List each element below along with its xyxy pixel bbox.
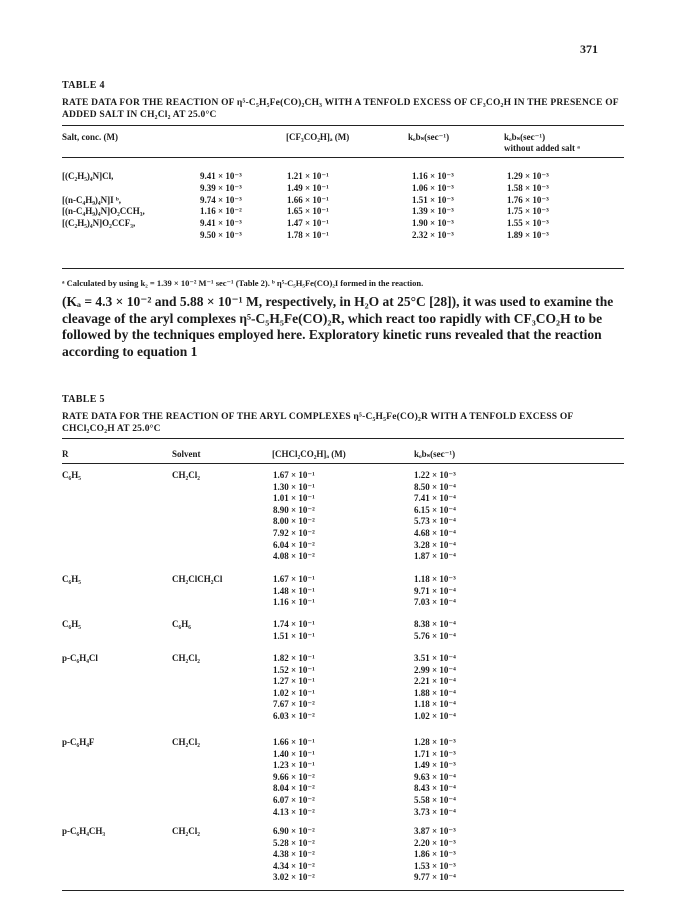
- table-cell: 3.87 × 10⁻³: [414, 826, 456, 836]
- table-cell: 1.67 × 10⁻¹: [273, 470, 315, 480]
- table5-solvent-cell: C₆H₆: [172, 619, 191, 629]
- table-cell: 7.92 × 10⁻²: [273, 527, 315, 538]
- table-cell: [(C₂H₅)₄N]O₂CCF₃,: [62, 218, 136, 229]
- table-cell: 1.02 × 10⁻¹: [273, 687, 315, 698]
- table-cell: 1.30 × 10⁻¹: [273, 481, 315, 492]
- table-cell: 6.07 × 10⁻²: [273, 794, 315, 805]
- table-cell: 3.28 × 10⁻⁴: [414, 539, 456, 550]
- table-cell: 6.90 × 10⁻²: [273, 826, 315, 836]
- table-cell: 1.27 × 10⁻¹: [273, 676, 315, 687]
- table-cell: 4.38 × 10⁻²: [273, 849, 315, 860]
- table-cell: 8.50 × 10⁻⁴: [414, 481, 456, 492]
- table-cell: 1.52 × 10⁻¹: [273, 664, 315, 675]
- page-number: 371: [580, 42, 598, 56]
- table-cell: 9.74 × 10⁻³: [200, 194, 242, 205]
- table-cell: 3.02 × 10⁻²: [273, 872, 315, 883]
- table4-header-kobs: kₒbₛ(sec⁻¹): [408, 132, 450, 142]
- table5-r-cell: C₆H₅: [62, 574, 81, 584]
- table-cell: 8.90 × 10⁻²: [273, 504, 315, 515]
- table5-solvent-cell: CH₂Cl₂: [172, 737, 200, 747]
- table5-kobs-column: [414, 737, 456, 818]
- table-cell: 1.71 × 10⁻³: [414, 748, 456, 759]
- table-cell: 1.16 × 10⁻³: [412, 171, 454, 181]
- table4-salt-column: [62, 171, 145, 242]
- table5-solvent-cell: CH₂Cl₂: [172, 470, 200, 480]
- table-cell: 7.41 × 10⁻⁴: [414, 493, 456, 504]
- table4-rule-top: [62, 125, 624, 126]
- table5-kobs-column: [414, 619, 456, 642]
- table-cell: 8.38 × 10⁻⁴: [414, 619, 456, 629]
- table5-r-cell: C₆H₅: [62, 470, 81, 480]
- table-cell: 1.82 × 10⁻¹: [273, 653, 315, 663]
- table5-caption: RATE DATA FOR THE REACTION OF THE ARYL COMPLEXES η⁵-C₅H₅Fe(CO)₂R WITH A TENFOLD EXCESS OF CHCl₂CO₂H AT 25.0°C: [62, 412, 574, 434]
- table5-rule-bottom: [62, 890, 624, 891]
- table-cell: 1.51 × 10⁻³: [412, 194, 454, 205]
- table4-kobs-no-salt-column: [507, 171, 549, 242]
- table-cell: 9.50 × 10⁻³: [200, 229, 242, 240]
- table5-acid-column: [273, 470, 315, 563]
- table-cell: 1.22 × 10⁻³: [414, 470, 456, 480]
- table-cell: 1.88 × 10⁻⁴: [414, 687, 456, 698]
- table-cell: 4.13 × 10⁻²: [273, 806, 315, 817]
- table-cell: 9.66 × 10⁻²: [273, 771, 315, 782]
- table5-header-solvent: Solvent: [172, 449, 201, 459]
- table5-header-kobs: kₒbₛ(sec⁻¹): [414, 449, 456, 459]
- table-cell: [(C₂H₅)₄N]Cl,: [62, 171, 114, 181]
- table5-solvent-cell: CH₂Cl₂: [172, 826, 200, 836]
- table4-acid-column: [287, 171, 329, 242]
- table5-kobs-column: [414, 470, 456, 563]
- table-cell: 4.34 × 10⁻²: [273, 860, 315, 871]
- table-cell: 6.15 × 10⁻⁴: [414, 504, 456, 515]
- table-cell: 2.20 × 10⁻³: [414, 837, 456, 848]
- table4-kobs-column: [412, 171, 454, 242]
- table5-r-cell: p-C₆H₄Cl: [62, 653, 98, 663]
- table-cell: 3.73 × 10⁻⁴: [414, 806, 456, 817]
- table-cell: 1.29 × 10⁻³: [507, 171, 549, 181]
- table-cell: 1.86 × 10⁻³: [414, 849, 456, 860]
- table5-acid-column: [273, 653, 315, 723]
- table-cell: 4.08 × 10⁻²: [273, 551, 315, 562]
- table-cell: 1.65 × 10⁻¹: [287, 206, 329, 217]
- table-cell: [62, 183, 145, 195]
- table5-solvent-cell: CH₂ClCH₂Cl: [172, 574, 223, 584]
- table4-caption: RATE DATA FOR THE REACTION OF η⁵-C₅H₅Fe(CO)₂CH₃ WITH A TENFOLD EXCESS OF CF₃CO₂H IN THE PRESENCE OF ADDED SALT IN CH₂Cl₂ AT 25.0°C: [62, 98, 619, 120]
- table-cell: 1.55 × 10⁻³: [507, 218, 549, 229]
- table5-rule-mid: [62, 463, 624, 464]
- table5-header-r: R: [62, 449, 69, 459]
- table-cell: 1.02 × 10⁻⁴: [414, 710, 456, 721]
- table-cell: 1.48 × 10⁻¹: [273, 585, 315, 596]
- table-cell: 5.76 × 10⁻⁴: [414, 630, 456, 641]
- table-cell: 1.51 × 10⁻¹: [273, 630, 315, 641]
- table-cell: 9.63 × 10⁻⁴: [414, 771, 456, 782]
- table-cell: 1.66 × 10⁻¹: [273, 737, 315, 747]
- table-cell: 1.28 × 10⁻³: [414, 737, 456, 747]
- table5-acid-column: [273, 619, 315, 642]
- table-cell: 9.41 × 10⁻³: [200, 171, 242, 181]
- table-cell: 1.18 × 10⁻⁴: [414, 699, 456, 710]
- table-cell: 1.49 × 10⁻¹: [287, 182, 329, 193]
- table5-acid-column: [273, 737, 315, 818]
- table-cell: 8.43 × 10⁻⁴: [414, 783, 456, 794]
- table4-header-kobs-no-salt-sub: without added salt ᵃ: [504, 143, 580, 153]
- table5-rule-top: [62, 438, 624, 439]
- table-cell: 1.53 × 10⁻³: [414, 860, 456, 871]
- table-cell: 1.66 × 10⁻¹: [287, 194, 329, 205]
- table-cell: 1.23 × 10⁻¹: [273, 760, 315, 771]
- table5-kobs-column: [414, 574, 456, 609]
- table5-acid-column: [273, 574, 315, 609]
- table5-header-acid: [CHCl₂CO₂H]ₐ (M): [272, 449, 346, 459]
- table-cell: 2.21 × 10⁻⁴: [414, 676, 456, 687]
- table-cell: 1.89 × 10⁻³: [507, 229, 549, 240]
- table-cell: 3.51 × 10⁻⁴: [414, 653, 456, 663]
- table-cell: 9.71 × 10⁻⁴: [414, 585, 456, 596]
- table5-kobs-column: [414, 826, 456, 884]
- table4-header-kobs-no-salt: kₒbₛ(sec⁻¹): [504, 132, 546, 142]
- table-cell: 1.40 × 10⁻¹: [273, 748, 315, 759]
- table-cell: 1.06 × 10⁻³: [412, 182, 454, 193]
- table4-label: TABLE 4: [62, 80, 105, 91]
- table5-r-cell: p-C₆H₄CH₃: [62, 826, 106, 836]
- table-cell: 1.16 × 10⁻¹: [273, 597, 315, 608]
- table4-header-salt: Salt, conc. (M): [62, 132, 118, 142]
- table-cell: 1.67 × 10⁻¹: [273, 574, 315, 584]
- table-cell: 1.21 × 10⁻¹: [287, 171, 329, 181]
- table-cell: 1.90 × 10⁻³: [412, 218, 454, 229]
- table-cell: 1.01 × 10⁻¹: [273, 493, 315, 504]
- table-cell: 1.16 × 10⁻²: [200, 206, 242, 217]
- table-cell: 9.77 × 10⁻⁴: [414, 872, 456, 883]
- body-paragraph: (Kₐ = 4.3 × 10⁻² and 5.88 × 10⁻¹ M, respectively, in H₂O at 25°C [28]), it was used to examine the cleavage of the aryl complexes η⁵-C₅H₅Fe(CO)₂R, which react too rapidly with CF₃CO₂H to be followed by the techniques employed here. Exploratory kinetic runs revealed that the reaction according to equation 1: [62, 294, 614, 359]
- table-cell: 1.78 × 10⁻¹: [287, 229, 329, 240]
- table-cell: 2.32 × 10⁻³: [412, 229, 454, 240]
- table-cell: 1.75 × 10⁻³: [507, 206, 549, 217]
- table5-r-cell: p-C₆H₄F: [62, 737, 95, 747]
- table-cell: 1.74 × 10⁻¹: [273, 619, 315, 629]
- table-cell: 1.87 × 10⁻⁴: [414, 551, 456, 562]
- table-cell: 5.73 × 10⁻⁴: [414, 516, 456, 527]
- table-cell: 1.76 × 10⁻³: [507, 194, 549, 205]
- table-cell: [(n-C₄H₉)₄N]O₂CCH₃,: [62, 206, 145, 217]
- table-cell: 7.67 × 10⁻²: [273, 699, 315, 710]
- table4-footnote: ᵃ Calculated by using k₂ = 1.39 × 10⁻² M⁻¹ sec⁻¹ (Table 2). ᵇ η⁵-C₅H₅Fe(CO)₂I formed in the reaction.: [62, 278, 424, 288]
- table5-solvent-cell: CH₂Cl₂: [172, 653, 200, 663]
- table-cell: 7.03 × 10⁻⁴: [414, 597, 456, 608]
- table-cell: 6.03 × 10⁻²: [273, 710, 315, 721]
- table-cell: 2.99 × 10⁻⁴: [414, 664, 456, 675]
- table-cell: [(n-C₄H₉)₄N]I ᵇ,: [62, 194, 122, 205]
- table4-rule-mid: [62, 157, 624, 158]
- table-cell: 9.39 × 10⁻³: [200, 182, 242, 193]
- table4-conc-column: [200, 171, 242, 242]
- table-cell: 6.04 × 10⁻²: [273, 539, 315, 550]
- table-cell: 9.41 × 10⁻³: [200, 218, 242, 229]
- table-cell: 5.28 × 10⁻²: [273, 837, 315, 848]
- table-cell: 1.47 × 10⁻¹: [287, 218, 329, 229]
- table-cell: 8.04 × 10⁻²: [273, 783, 315, 794]
- table4-header-acid: [CF₃CO₂H]ₐ (M): [286, 132, 350, 142]
- table-cell: 1.18 × 10⁻³: [414, 574, 456, 584]
- table-cell: 1.58 × 10⁻³: [507, 182, 549, 193]
- table4-rule-bottom: [62, 268, 624, 269]
- table-cell: 5.58 × 10⁻⁴: [414, 794, 456, 805]
- table5-label: TABLE 5: [62, 394, 105, 405]
- table5-acid-column: [273, 826, 315, 884]
- table5-r-cell: C₆H₅: [62, 619, 81, 629]
- table-cell: 1.39 × 10⁻³: [412, 206, 454, 217]
- table-cell: 8.00 × 10⁻²: [273, 516, 315, 527]
- table5-kobs-column: [414, 653, 456, 723]
- table-cell: [62, 230, 145, 242]
- table-cell: 1.49 × 10⁻³: [414, 760, 456, 771]
- table-cell: 4.68 × 10⁻⁴: [414, 527, 456, 538]
